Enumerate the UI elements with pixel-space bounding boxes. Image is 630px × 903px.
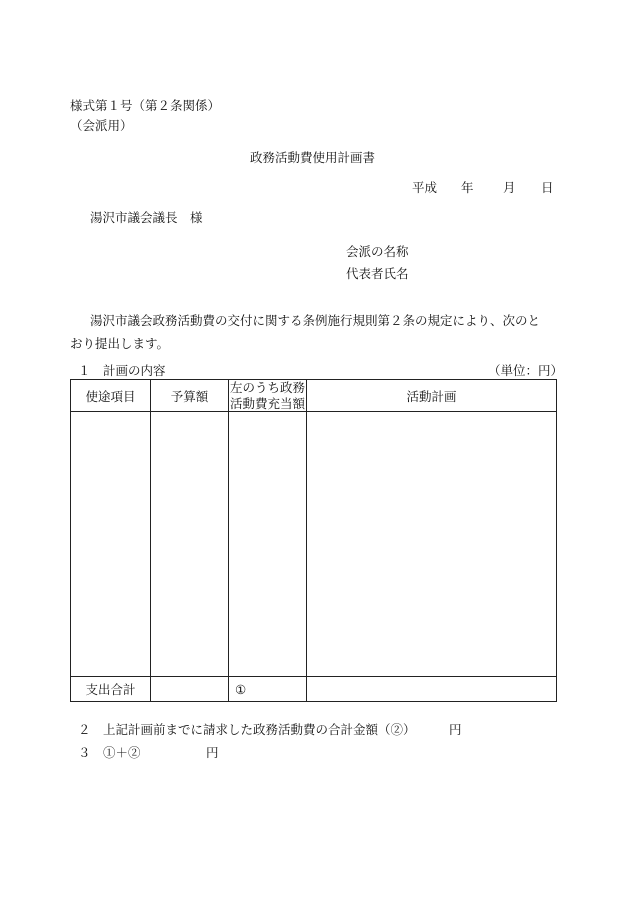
section1-heading: １ 計画の内容 [78,363,166,378]
document-title: 政務活動費使用計画書 [250,150,376,165]
body-text-line2: おり提出します。 [70,336,170,351]
date-month: 月 [503,180,516,195]
section3-unit: 円 [206,745,219,760]
header-usage-item: 使途項目 [71,380,151,412]
allocation-cell[interactable] [229,412,307,677]
faction-name-label: 会派の名称 [346,244,409,259]
table-header-row [71,380,557,412]
budget-cell[interactable] [151,412,229,677]
usage-item-cell[interactable] [71,412,151,677]
date-era: 平成 [412,180,438,195]
date-day: 日 [541,180,554,195]
date-year: 年 [461,180,474,195]
section2-unit: 円 [449,722,462,737]
table-total-row [71,677,557,702]
total-label: 支出合計 [71,677,151,702]
header-allocation [229,380,307,412]
section3-text: ３ ①＋② [78,745,141,760]
total-allocation-cell: ① [229,677,307,702]
table-body-row [71,412,557,677]
plan-table [70,379,557,702]
total-plan-cell [307,677,557,702]
activity-plan-cell[interactable] [307,412,557,677]
body-text-line1: 湯沢市議会政務活動費の交付に関する条例施行規則第２条の規定により、次のと [90,313,541,328]
header-budget: 予算額 [151,380,229,412]
unit-label: （単位：円） [488,363,564,378]
total-budget-cell[interactable] [151,677,229,702]
section2-text: ２ 上記計画前までに請求した政務活動費の合計金額（②） [78,722,416,737]
representative-label: 代表者氏名 [346,266,409,281]
header-allocation-line2: 活動費充当額 [229,395,305,411]
header-activity-plan: 活動計画 [307,380,557,412]
addressee: 湯沢市議会議長 様 [90,210,203,225]
header-allocation-line1: 左のうち政務 [229,380,305,395]
form-number: 様式第１号（第２条関係） [70,98,221,113]
form-variant: （会派用） [70,118,133,133]
